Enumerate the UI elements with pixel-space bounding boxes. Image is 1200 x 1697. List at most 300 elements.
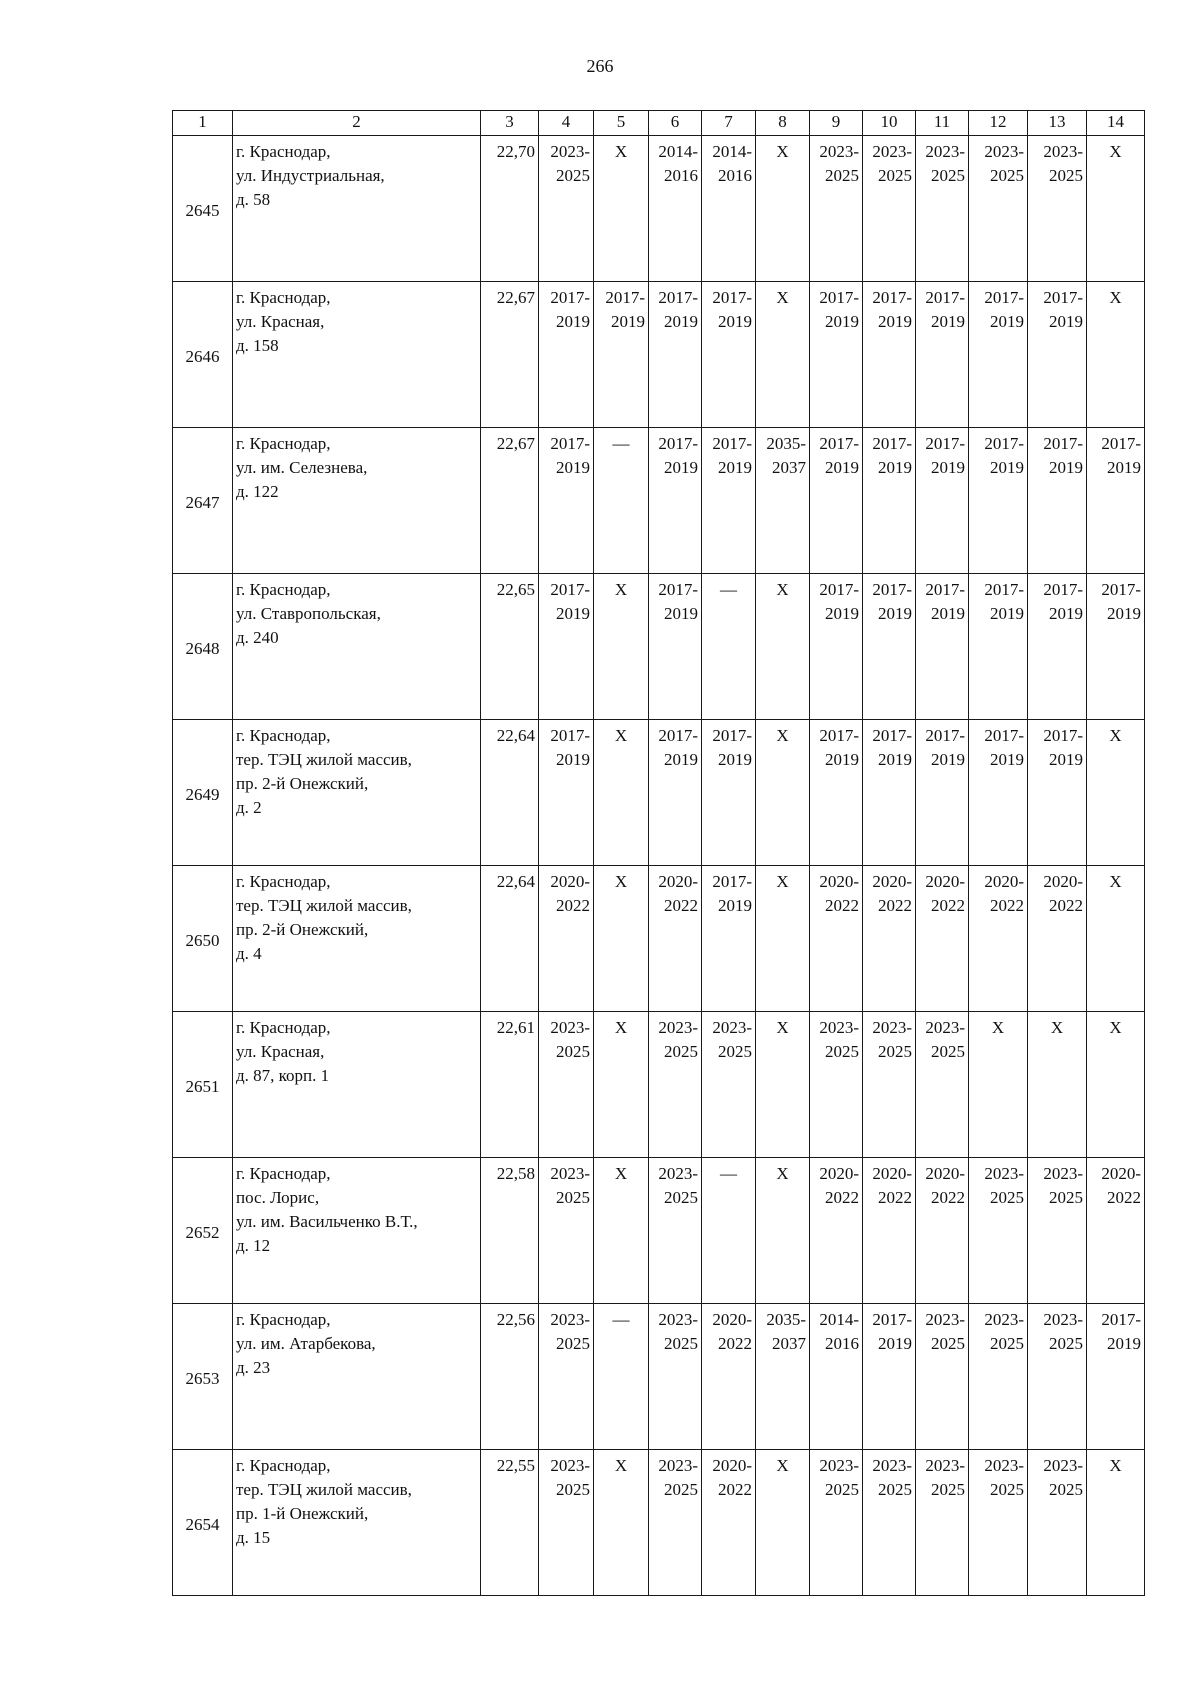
period-line: 2023- — [712, 1018, 752, 1037]
period-cell — [1087, 574, 1145, 720]
cell-mark: X — [1109, 872, 1122, 891]
address-line: тер. ТЭЦ жилой массив, — [236, 896, 412, 915]
period-line: 2019 — [556, 604, 590, 623]
period-line: 2020- — [1101, 1164, 1141, 1183]
period-cell — [810, 1450, 863, 1596]
period-cell — [863, 282, 916, 428]
period-line: 2023- — [984, 1164, 1024, 1183]
period-cell — [810, 136, 863, 282]
period-cell — [969, 574, 1028, 720]
period-cell — [649, 282, 702, 428]
period-line: 2022 — [931, 896, 965, 915]
period-line: 2019 — [990, 604, 1024, 623]
period-cell — [1087, 720, 1145, 866]
period-line: 2019 — [825, 312, 859, 331]
period-line: 2023- — [1043, 142, 1083, 161]
period-line: 2019 — [664, 458, 698, 477]
period-line: 2025 — [1049, 1480, 1083, 1499]
address-line: д. 2 — [236, 798, 262, 817]
table-header-row — [173, 111, 1145, 136]
period-line: 2020- — [872, 1164, 912, 1183]
period-line: 2023- — [984, 1310, 1024, 1329]
period-cell — [756, 720, 810, 866]
period-cell — [539, 574, 594, 720]
period-cell — [702, 574, 756, 720]
cell-mark: — — [612, 434, 630, 453]
period-line: 2023- — [925, 1310, 965, 1329]
period-line: 2020- — [1043, 872, 1083, 891]
period-cell — [810, 282, 863, 428]
period-line: 2017- — [1043, 726, 1083, 745]
period-line: 2019 — [878, 458, 912, 477]
period-line: 2025 — [718, 1042, 752, 1061]
period-line: 2019 — [878, 604, 912, 623]
row-number: 2650 — [173, 866, 233, 1012]
index-value-cell: 22,58 — [481, 1158, 539, 1304]
period-line: 2019 — [990, 750, 1024, 769]
period-cell — [969, 1012, 1028, 1158]
cell-mark: X — [776, 1018, 789, 1037]
period-cell — [649, 1304, 702, 1450]
period-line: 2025 — [990, 1334, 1024, 1353]
period-line: 2023- — [658, 1164, 698, 1183]
period-line: 2022 — [878, 1188, 912, 1207]
period-line: 2017- — [605, 288, 645, 307]
period-line: 2023- — [872, 1456, 912, 1475]
period-line: 2025 — [878, 1480, 912, 1499]
period-cell — [1028, 574, 1087, 720]
period-line: 2022 — [718, 1334, 752, 1353]
period-line: 2017- — [712, 288, 752, 307]
period-line: 2019 — [718, 750, 752, 769]
address-line: г. Краснодар, — [236, 726, 331, 745]
period-line: 2017- — [872, 726, 912, 745]
address-cell — [233, 720, 481, 866]
period-line: 2017- — [984, 580, 1024, 599]
period-cell — [539, 1304, 594, 1450]
period-line: 2017- — [984, 434, 1024, 453]
column-header-12: 12 — [969, 111, 1028, 136]
cell-mark: X — [614, 1018, 628, 1037]
period-cell — [916, 1012, 969, 1158]
period-line: 2023- — [984, 142, 1024, 161]
period-cell — [1028, 720, 1087, 866]
period-line: 2019 — [931, 312, 965, 331]
index-value-cell: 22,64 — [481, 720, 539, 866]
period-cell — [863, 428, 916, 574]
period-cell — [969, 282, 1028, 428]
period-cell — [969, 1304, 1028, 1450]
period-line: 2020- — [712, 1310, 752, 1329]
cell-mark: X — [991, 1018, 1005, 1037]
cell-mark: X — [1109, 1456, 1122, 1475]
cell-mark: X — [776, 726, 789, 745]
period-cell — [539, 1158, 594, 1304]
column-header-1: 1 — [173, 111, 233, 136]
period-line: 2025 — [931, 1042, 965, 1061]
period-line: 2017- — [872, 288, 912, 307]
address-cell — [233, 282, 481, 428]
period-cell — [916, 574, 969, 720]
address-cell — [233, 1450, 481, 1596]
period-cell — [756, 1450, 810, 1596]
address-cell — [233, 1158, 481, 1304]
period-cell — [539, 720, 594, 866]
index-value-cell: 22,56 — [481, 1304, 539, 1450]
period-line: 2025 — [825, 1480, 859, 1499]
period-line: 2017- — [819, 580, 859, 599]
period-cell — [810, 1304, 863, 1450]
period-cell — [969, 1158, 1028, 1304]
period-line: 2019 — [878, 750, 912, 769]
period-cell — [1087, 866, 1145, 1012]
period-line: 2019 — [556, 312, 590, 331]
column-header-13: 13 — [1028, 111, 1087, 136]
address-cell — [233, 866, 481, 1012]
period-cell — [1087, 1012, 1145, 1158]
cell-mark: X — [614, 872, 628, 891]
address-line: д. 122 — [236, 482, 279, 501]
period-line: 2020- — [658, 872, 698, 891]
column-header-9: 9 — [810, 111, 863, 136]
period-line: 2017- — [1101, 1310, 1141, 1329]
row-number: 2649 — [173, 720, 233, 866]
period-line: 2023- — [925, 1018, 965, 1037]
table-row — [173, 866, 1145, 1012]
period-cell — [702, 866, 756, 1012]
period-cell — [702, 282, 756, 428]
address-line: пос. Лорис, — [236, 1188, 320, 1207]
period-cell — [916, 866, 969, 1012]
period-line: 2019 — [825, 458, 859, 477]
column-header-5: 5 — [594, 111, 649, 136]
cell-mark: X — [1050, 1018, 1064, 1037]
period-cell — [756, 866, 810, 1012]
table-row — [173, 574, 1145, 720]
address-cell — [233, 428, 481, 574]
period-line: 2020- — [984, 872, 1024, 891]
period-cell — [594, 1012, 649, 1158]
column-header-7: 7 — [702, 111, 756, 136]
period-cell — [594, 1158, 649, 1304]
page-number: 266 — [586, 56, 614, 76]
period-line: 2019 — [878, 1334, 912, 1353]
address-line: пр. 2-й Онежский, — [236, 774, 369, 793]
period-line: 2019 — [611, 312, 645, 331]
period-line: 2023- — [550, 1310, 590, 1329]
address-line: д. 240 — [236, 628, 279, 647]
period-cell — [756, 1158, 810, 1304]
period-cell — [756, 428, 810, 574]
index-value-cell: 22,55 — [481, 1450, 539, 1596]
period-line: 2023- — [1043, 1310, 1083, 1329]
period-cell — [756, 574, 810, 720]
cell-mark: X — [776, 1456, 789, 1475]
address-line: д. 4 — [236, 944, 262, 963]
row-number: 2645 — [173, 136, 233, 282]
period-line: 2019 — [825, 750, 859, 769]
period-line: 2022 — [1049, 896, 1083, 915]
period-line: 2025 — [1049, 166, 1083, 185]
period-line: 2014- — [819, 1310, 859, 1329]
period-line: 2023- — [658, 1310, 698, 1329]
address-line: тер. ТЭЦ жилой массив, — [236, 1480, 412, 1499]
period-line: 2017- — [872, 580, 912, 599]
period-line: 2019 — [1049, 604, 1083, 623]
table-row — [173, 428, 1145, 574]
period-line: 2020- — [819, 872, 859, 891]
period-line: 2025 — [664, 1334, 698, 1353]
cell-mark: X — [614, 142, 628, 161]
index-value-cell: 22,67 — [481, 282, 539, 428]
period-line: 2025 — [878, 166, 912, 185]
period-cell — [649, 1450, 702, 1596]
cell-mark: X — [614, 1164, 628, 1183]
period-cell — [539, 1012, 594, 1158]
period-cell — [810, 866, 863, 1012]
period-cell — [594, 136, 649, 282]
index-value-cell: 22,70 — [481, 136, 539, 282]
period-line: 2037 — [772, 1334, 806, 1353]
period-cell — [539, 866, 594, 1012]
period-line: 2014- — [712, 142, 752, 161]
address-line: тер. ТЭЦ жилой массив, — [236, 750, 412, 769]
period-line: 2025 — [931, 1334, 965, 1353]
period-line: 2023- — [550, 1018, 590, 1037]
period-cell — [756, 1304, 810, 1450]
period-line: 2017- — [550, 288, 590, 307]
period-line: 2025 — [931, 166, 965, 185]
cell-mark: X — [1109, 726, 1122, 745]
period-cell — [969, 866, 1028, 1012]
period-line: 2017- — [712, 726, 752, 745]
cell-mark: X — [1109, 288, 1122, 307]
period-cell — [702, 428, 756, 574]
period-line: 2017- — [658, 434, 698, 453]
period-line: 2017- — [1101, 434, 1141, 453]
period-line: 2020- — [872, 872, 912, 891]
period-line: 2019 — [1107, 458, 1141, 477]
period-line: 2019 — [931, 750, 965, 769]
table-row — [173, 720, 1145, 866]
column-header-3: 3 — [481, 111, 539, 136]
period-cell — [539, 1450, 594, 1596]
address-line: д. 87, корп. 1 — [236, 1066, 330, 1085]
period-line: 2017- — [712, 872, 752, 891]
address-line: г. Краснодар, — [236, 142, 331, 161]
period-line: 2017- — [658, 580, 698, 599]
table-row — [173, 136, 1145, 282]
cell-mark: X — [776, 872, 789, 891]
period-cell — [863, 720, 916, 866]
period-cell — [969, 720, 1028, 866]
period-cell — [649, 866, 702, 1012]
period-line: 2022 — [990, 896, 1024, 915]
period-cell — [1087, 1158, 1145, 1304]
period-cell — [969, 428, 1028, 574]
table-row — [173, 1158, 1145, 1304]
period-line: 2023- — [925, 1456, 965, 1475]
period-cell — [594, 428, 649, 574]
period-cell — [1028, 282, 1087, 428]
period-line: 2023- — [925, 142, 965, 161]
row-number: 2651 — [173, 1012, 233, 1158]
address-line: д. 158 — [236, 336, 279, 355]
period-cell — [863, 1158, 916, 1304]
period-line: 2025 — [664, 1042, 698, 1061]
address-line: ул. Красная, — [236, 312, 325, 331]
period-line: 2022 — [556, 896, 590, 915]
period-line: 2025 — [556, 1480, 590, 1499]
period-line: 2023- — [1043, 1164, 1083, 1183]
index-value-cell: 22,61 — [481, 1012, 539, 1158]
period-line: 2020- — [819, 1164, 859, 1183]
period-cell — [702, 1012, 756, 1158]
period-cell — [916, 1158, 969, 1304]
housing-register-table — [172, 110, 1145, 1596]
period-cell — [594, 1450, 649, 1596]
period-line: 2017- — [1043, 434, 1083, 453]
address-line: г. Краснодар, — [236, 434, 331, 453]
period-line: 2022 — [931, 1188, 965, 1207]
period-cell — [594, 1304, 649, 1450]
period-cell — [1028, 1158, 1087, 1304]
period-line: 2022 — [825, 1188, 859, 1207]
period-cell — [649, 1158, 702, 1304]
period-line: 2025 — [1049, 1334, 1083, 1353]
address-line: г. Краснодар, — [236, 1310, 331, 1329]
period-cell — [702, 1450, 756, 1596]
period-line: 2019 — [718, 312, 752, 331]
period-line: 2035- — [766, 1310, 806, 1329]
period-line: 2025 — [990, 1480, 1024, 1499]
period-line: 2017- — [819, 434, 859, 453]
period-line: 2019 — [1049, 458, 1083, 477]
period-cell — [539, 136, 594, 282]
address-cell — [233, 1012, 481, 1158]
period-line: 2017- — [1101, 580, 1141, 599]
period-cell — [702, 1304, 756, 1450]
period-cell — [1028, 866, 1087, 1012]
period-cell — [756, 1012, 810, 1158]
index-value-cell: 22,64 — [481, 866, 539, 1012]
address-line: г. Краснодар, — [236, 1164, 331, 1183]
period-line: 2025 — [931, 1480, 965, 1499]
period-line: 2023- — [819, 1456, 859, 1475]
period-cell — [594, 282, 649, 428]
period-line: 2019 — [1107, 1334, 1141, 1353]
period-cell — [863, 574, 916, 720]
period-line: 2020- — [925, 1164, 965, 1183]
period-cell — [702, 136, 756, 282]
address-line: ул. им. Атарбекова, — [236, 1334, 376, 1353]
period-cell — [863, 1450, 916, 1596]
address-cell — [233, 136, 481, 282]
period-cell — [863, 866, 916, 1012]
table-row — [173, 1304, 1145, 1450]
period-cell — [916, 1304, 969, 1450]
period-cell — [649, 428, 702, 574]
address-line: ул. им. Васильченко В.Т., — [236, 1212, 418, 1231]
period-line: 2019 — [1107, 604, 1141, 623]
period-line: 2023- — [658, 1018, 698, 1037]
period-line: 2019 — [931, 604, 965, 623]
period-line: 2025 — [664, 1480, 698, 1499]
period-line: 2019 — [1049, 750, 1083, 769]
period-line: 2017- — [550, 726, 590, 745]
cell-mark: — — [612, 1310, 630, 1329]
address-line: д. 12 — [236, 1236, 271, 1255]
period-cell — [810, 428, 863, 574]
period-line: 2016 — [825, 1334, 859, 1353]
period-line: 2019 — [825, 604, 859, 623]
period-cell — [916, 1450, 969, 1596]
period-line: 2025 — [556, 1334, 590, 1353]
row-number: 2647 — [173, 428, 233, 574]
address-line: д. 23 — [236, 1358, 271, 1377]
period-cell — [539, 428, 594, 574]
address-line: г. Краснодар, — [236, 288, 331, 307]
period-line: 2017- — [550, 580, 590, 599]
period-line: 2017- — [925, 726, 965, 745]
address-line: д. 58 — [236, 190, 271, 209]
period-line: 2025 — [825, 1042, 859, 1061]
table-body — [173, 111, 1145, 1596]
period-cell — [1087, 1450, 1145, 1596]
period-cell — [1028, 428, 1087, 574]
cell-mark: X — [776, 142, 789, 161]
period-line: 2017- — [872, 434, 912, 453]
address-line: ул. Индустриальная, — [236, 166, 385, 185]
period-line: 2037 — [772, 458, 806, 477]
period-line: 2017- — [984, 726, 1024, 745]
period-line: 2023- — [550, 1456, 590, 1475]
period-line: 2017- — [925, 288, 965, 307]
period-line: 2025 — [556, 1188, 590, 1207]
period-line: 2023- — [1043, 1456, 1083, 1475]
period-line: 2017- — [925, 580, 965, 599]
period-line: 2025 — [556, 1042, 590, 1061]
period-line: 2025 — [1049, 1188, 1083, 1207]
period-cell — [810, 720, 863, 866]
period-line: 2023- — [819, 142, 859, 161]
table-row — [173, 1450, 1145, 1596]
cell-mark: X — [614, 1456, 628, 1475]
address-line: г. Краснодар, — [236, 580, 331, 599]
period-cell — [756, 282, 810, 428]
period-line: 2017- — [872, 1310, 912, 1329]
period-cell — [863, 1012, 916, 1158]
period-cell — [702, 720, 756, 866]
period-line: 2023- — [658, 1456, 698, 1475]
address-line: д. 15 — [236, 1528, 271, 1547]
address-line: ул. Ставропольская, — [236, 604, 381, 623]
period-cell — [594, 574, 649, 720]
period-line: 2020- — [925, 872, 965, 891]
period-cell — [969, 1450, 1028, 1596]
period-line: 2035- — [766, 434, 806, 453]
cell-mark: X — [614, 726, 628, 745]
period-cell — [1028, 1450, 1087, 1596]
period-cell — [916, 428, 969, 574]
period-line: 2022 — [878, 896, 912, 915]
period-line: 2017- — [819, 726, 859, 745]
period-line: 2019 — [664, 312, 698, 331]
row-number: 2654 — [173, 1450, 233, 1596]
period-cell — [649, 1012, 702, 1158]
period-line: 2017- — [712, 434, 752, 453]
period-cell — [1028, 1012, 1087, 1158]
